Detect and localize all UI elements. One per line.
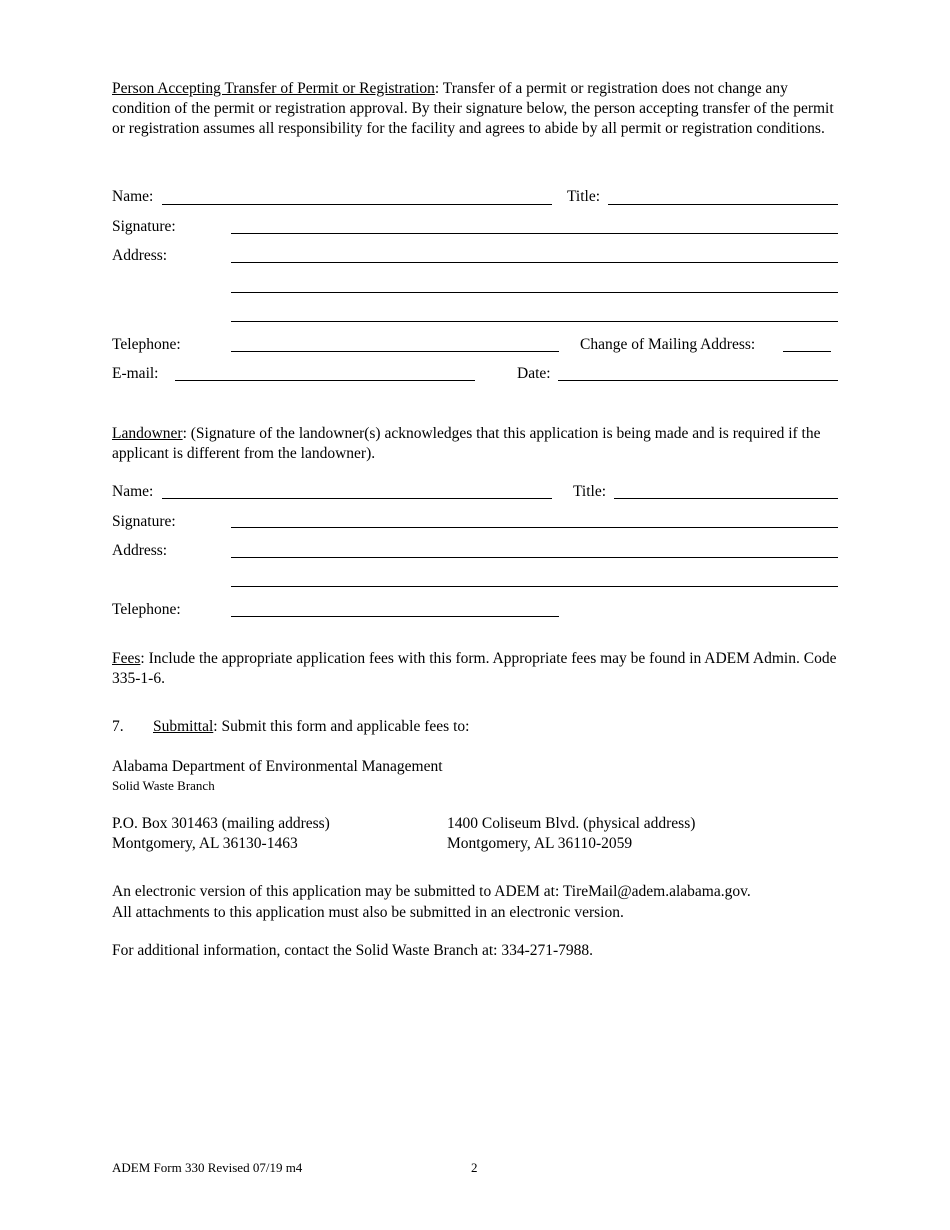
fees-heading: Fees — [112, 650, 141, 667]
transfer-heading: Person Accepting Transfer of Permit or Registration — [112, 80, 435, 97]
transfer-telephone-label: Telephone: — [112, 336, 181, 353]
landowner-name-label: Name: — [112, 483, 154, 500]
landowner-signature-field[interactable] — [231, 527, 838, 528]
transfer-text: : Transfer of a permit or registration does not change any condition of the permit or registration approval. By their signature below, the person accepting transfer of the permit or registration assumes all responsibility for the facility and agrees to abide by all permit or registration conditions. — [112, 80, 834, 137]
transfer-email-field[interactable] — [175, 380, 475, 381]
fees-text: : Include the appropriate application fees with this form. Appropriate fees may be found in ADEM Admin. Code 335-1-6. — [112, 650, 837, 687]
transfer-address-field-1[interactable] — [231, 262, 838, 263]
change-mailing-label: Change of Mailing Address: — [580, 336, 756, 353]
transfer-signature-field[interactable] — [231, 233, 838, 234]
submittal-heading: Submittal — [153, 718, 214, 735]
landowner-telephone-label: Telephone: — [112, 601, 181, 618]
transfer-name-label: Name: — [112, 188, 154, 205]
submittal-line — [153, 717, 469, 737]
branch-name: Solid Waste Branch — [112, 778, 215, 793]
transfer-signature-label: Signature: — [112, 218, 176, 235]
footer-form-id: ADEM Form 330 Revised 07/19 m4 — [112, 1160, 303, 1175]
transfer-name-field[interactable] — [162, 204, 552, 205]
landowner-signature-label: Signature: — [112, 513, 176, 530]
landowner-telephone-field[interactable] — [231, 616, 559, 617]
transfer-paragraph — [112, 79, 842, 139]
landowner-paragraph — [112, 424, 842, 464]
landowner-title-field[interactable] — [614, 498, 838, 499]
electronic-line2: All attachments to this application must also be submitted in an electronic version. — [112, 904, 624, 921]
landowner-address-label: Address: — [112, 542, 168, 559]
transfer-title-field[interactable] — [608, 204, 838, 205]
landowner-title-label: Title: — [573, 483, 607, 500]
physical-address-line2: Montgomery, AL 36110-2059 — [447, 835, 633, 852]
page-number: 2 — [471, 1160, 478, 1175]
contact-info: For additional information, contact the Solid Waste Branch at: 334-271-7988. — [112, 942, 594, 959]
landowner-text: : (Signature of the landowner(s) acknowledges that this application is being made and is required if the applicant is different from the landowner). — [112, 425, 821, 462]
transfer-address-label: Address: — [112, 247, 168, 264]
landowner-address-field-2[interactable] — [231, 586, 838, 587]
fees-paragraph — [112, 649, 842, 689]
physical-address-line1: 1400 Coliseum Blvd. (physical address) — [447, 815, 696, 832]
agency-name: Alabama Department of Environmental Management — [112, 758, 443, 775]
landowner-heading: Landowner — [112, 425, 183, 442]
landowner-name-field[interactable] — [162, 498, 552, 499]
transfer-address-field-2[interactable] — [231, 292, 838, 293]
transfer-title-label: Title: — [567, 188, 601, 205]
landowner-address-field-1[interactable] — [231, 557, 838, 558]
change-mailing-field[interactable] — [783, 351, 831, 352]
transfer-email-label: E-mail: — [112, 365, 159, 382]
mailing-address-line2: Montgomery, AL 36130-1463 — [112, 835, 298, 852]
electronic-line1: An electronic version of this application may be submitted to ADEM at: TireMail@adem.alabama.gov. — [112, 883, 751, 900]
mailing-address-line1: P.O. Box 301463 (mailing address) — [112, 815, 330, 832]
submittal-number: 7. — [112, 718, 124, 735]
transfer-date-label: Date: — [517, 365, 551, 382]
transfer-address-field-3[interactable] — [231, 321, 838, 322]
transfer-date-field[interactable] — [558, 380, 838, 381]
submittal-text: : Submit this form and applicable fees to: — [213, 718, 470, 735]
transfer-telephone-field[interactable] — [231, 351, 559, 352]
